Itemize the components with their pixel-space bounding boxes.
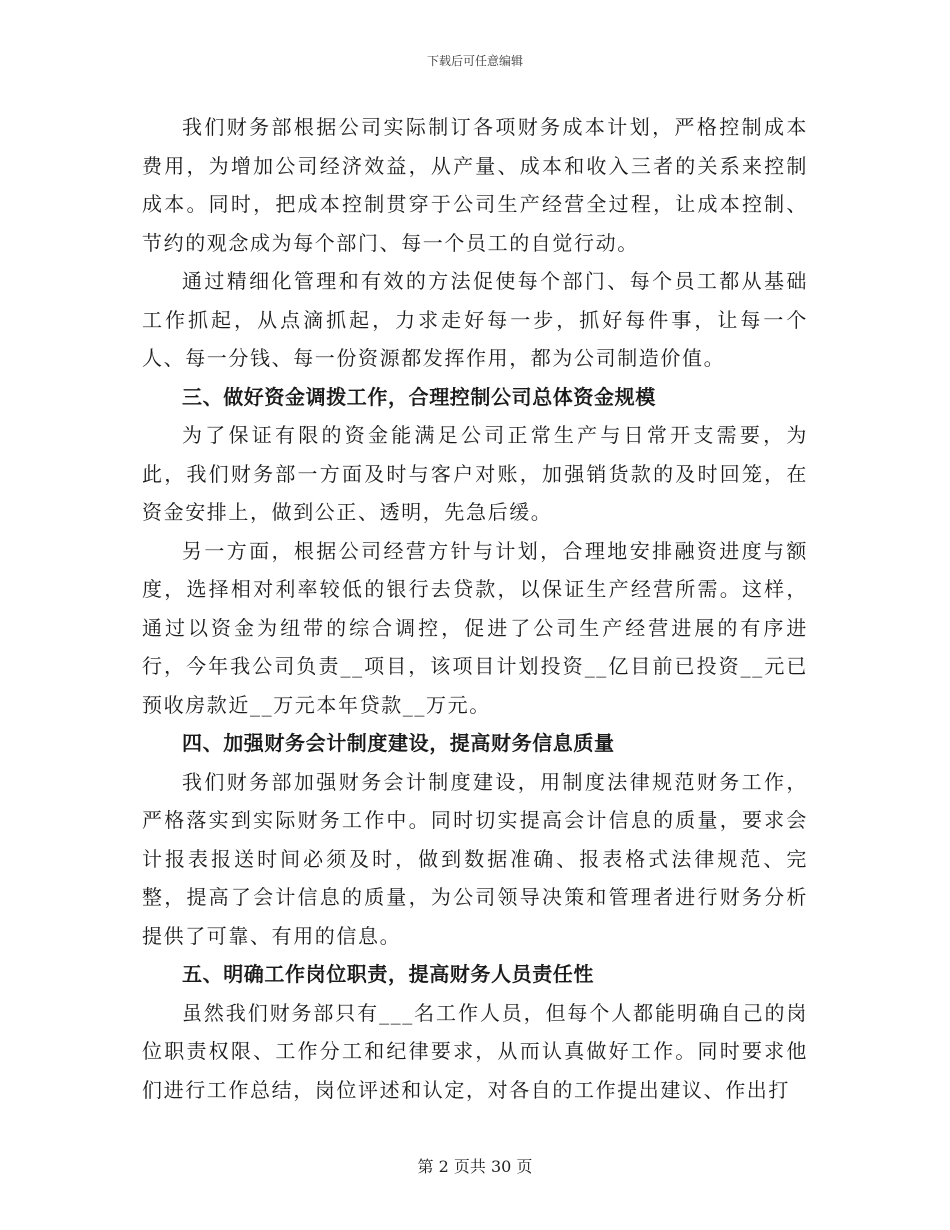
paragraph: 为了保证有限的资金能满足公司正常生产与日常开支需要，为此，我们财务部一方面及时与客户对账，加强销货款的及时回笼，在资金安排上，做到公正、透明，先急后缓。 <box>142 423 808 524</box>
paragraph: 另一方面，根据公司经营方针与计划，合理地安排融资进度与额度，选择相对利率较低的银行去贷款，以保证生产经营所需。这样，通过以资金为纽带的综合调控，促进了公司生产经营进展的有序进行，今年我公司负责__项目，该项目计划投资__亿目前已投资__元已预收房款近__万元本年贷款__万元。 <box>142 538 808 717</box>
section-heading: 五、明确工作岗位职责，提高财务人员责任性 <box>182 962 594 986</box>
page-footer: 第 2 页共 30 页 <box>417 1157 533 1176</box>
paragraph: 我们财务部根据公司实际制订各项财务成本计划，严格控制成本费用，为增加公司经济效益，从产量、成本和收入三者的关系来控制成本。同时，把成本控制贯穿于公司生产经营全过程，让成本控制、节约的观念成为每个部门、每一个员工的自觉行动。 <box>142 115 808 255</box>
section-heading: 四、加强财务会计制度建设，提高财务信息质量 <box>182 731 615 755</box>
document-body <box>142 108 808 1109</box>
paragraph: 通过精细化管理和有效的方法促使每个部门、每个员工都从基础工作抓起，从点滴抓起，力求走好每一步，抓好每件事，让每一个人、每一分钱、每一份资源都发挥作用，都为公司制造价值。 <box>142 269 808 370</box>
section-heading: 三、做好资金调拨工作，合理控制公司总体资金规模 <box>182 384 656 409</box>
paragraph: 我们财务部加强财务会计制度建设，用制度法律规范财务工作，严格落实到实际财务工作中。同时切实提高会计信息的质量，要求会计报表报送时间必须及时，做到数据准确、报表格式法律规范、完整，提高了会计信息的质量，为公司领导决策和管理者进行财务分析提供了可靠、有用的信息。 <box>142 769 808 948</box>
paragraph: 虽然我们财务部只有___名工作人员，但每个人都能明确自己的岗位职责权限、工作分工和纪律要求，从而认真做好工作。同时要求他们进行工作总结，岗位评述和认定，对各自的工作提出建议、作出打 <box>142 1000 808 1102</box>
page-header: 下载后可任意编辑 <box>426 54 523 68</box>
